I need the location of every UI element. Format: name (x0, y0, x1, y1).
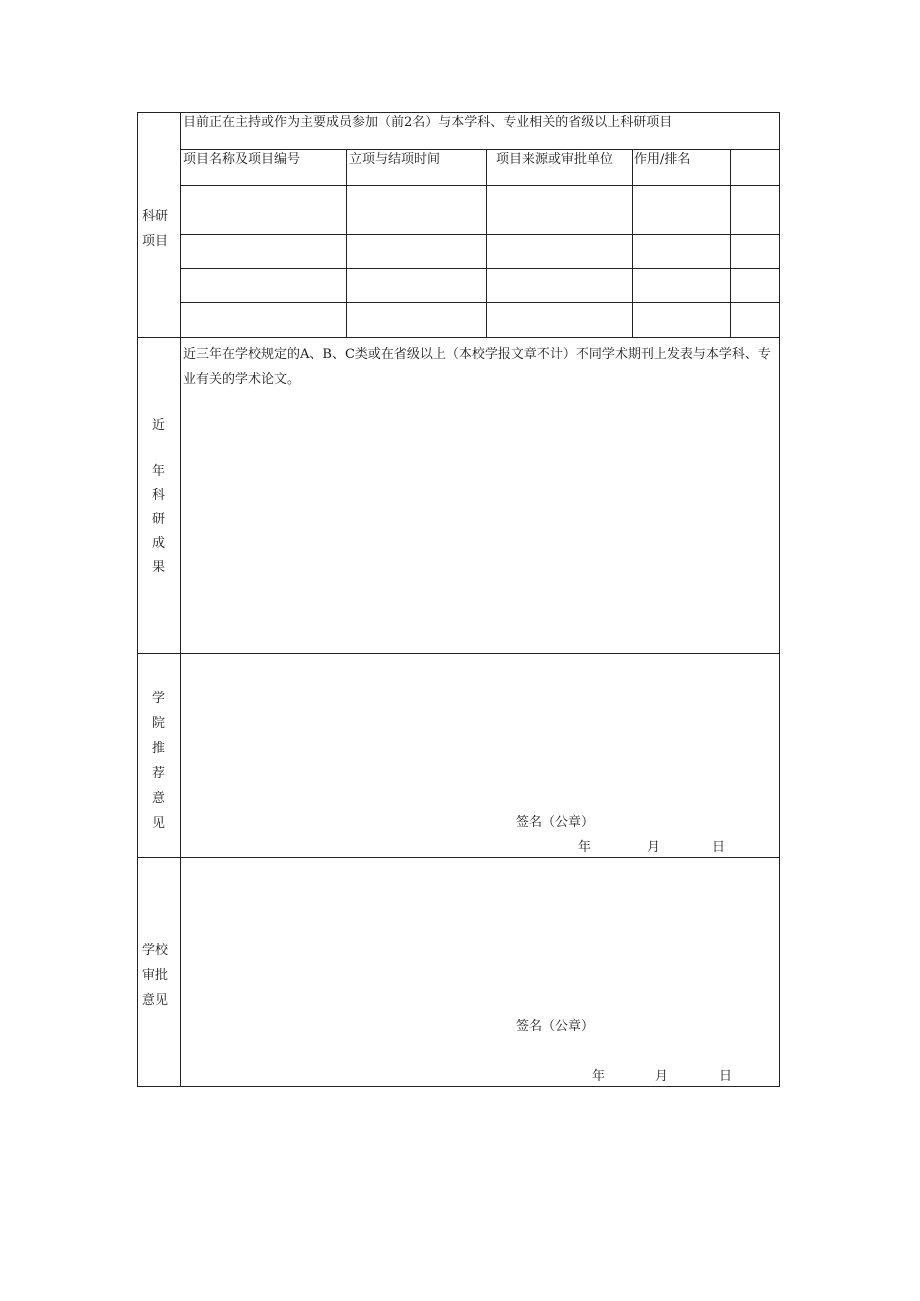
project-row-2[interactable] (181, 235, 779, 268)
column-header-source: 项目来源或审批单位 (496, 152, 614, 167)
table-border-right (779, 112, 780, 1087)
school-label-line: 审批 (141, 968, 168, 983)
project-row-4[interactable] (181, 303, 779, 337)
table-border-top (137, 112, 780, 113)
project-grid-line (180, 149, 780, 150)
school-opinion-label (137, 938, 173, 1013)
research-section-label (137, 204, 173, 254)
college-opinion-label (137, 686, 180, 836)
achievements-label-char: 果 (151, 560, 165, 575)
college-date-day: 日 (712, 840, 726, 855)
school-opinion-input-area[interactable] (181, 858, 779, 1008)
column-header-time: 立项与结项时间 (349, 152, 441, 167)
college-date-year: 年 (578, 840, 592, 855)
research-intro-text: 目前正在主持或作为主要成员参加（前2名）与本学科、专业相关的省级以上科研项目 (183, 115, 673, 130)
column-header-role: 作用/排名 (634, 152, 691, 167)
college-label-char: 院 (151, 716, 165, 731)
achievements-label-char: 科 (151, 488, 165, 503)
achievements-label-char: 近 (151, 418, 165, 433)
college-signature-label: 签名（公章） (516, 815, 595, 830)
achievements-label-char: 研 (151, 512, 165, 527)
college-label-char: 学 (151, 691, 165, 706)
school-date-month: 月 (655, 1069, 669, 1084)
research-label-line: 科研 (141, 209, 168, 224)
column-header-project-name: 项目名称及项目编号 (183, 152, 301, 167)
achievements-label-char: 年 (151, 464, 165, 479)
achievements-description: 近三年在学校规定的A、B、C类或在省级以上（本校学报文章不计）不同学术期刊上发表与本学科、专业有关的学术论文。 (183, 347, 771, 387)
college-date-month: 月 (647, 840, 661, 855)
college-label-char: 荐 (151, 766, 165, 781)
project-row-1[interactable] (181, 186, 779, 234)
achievements-section-label (137, 414, 180, 580)
school-label-line: 意见 (141, 993, 168, 1008)
school-label-line: 学校 (141, 943, 168, 958)
college-label-char: 推 (151, 741, 165, 756)
school-date-year: 年 (592, 1069, 606, 1084)
college-opinion-input-area[interactable] (181, 654, 779, 809)
application-form-table (137, 112, 780, 1087)
table-border-bottom (137, 1086, 780, 1087)
college-label-char: 意 (151, 791, 165, 806)
school-date-day: 日 (719, 1069, 733, 1084)
achievements-input-area[interactable] (181, 394, 779, 652)
achievements-label-char: 成 (151, 536, 165, 551)
project-row-3[interactable] (181, 269, 779, 302)
section-divider-research (137, 337, 780, 338)
college-label-char: 见 (151, 816, 165, 831)
research-label-line: 项目 (141, 234, 168, 249)
school-signature-label: 签名（公章） (516, 1019, 595, 1034)
